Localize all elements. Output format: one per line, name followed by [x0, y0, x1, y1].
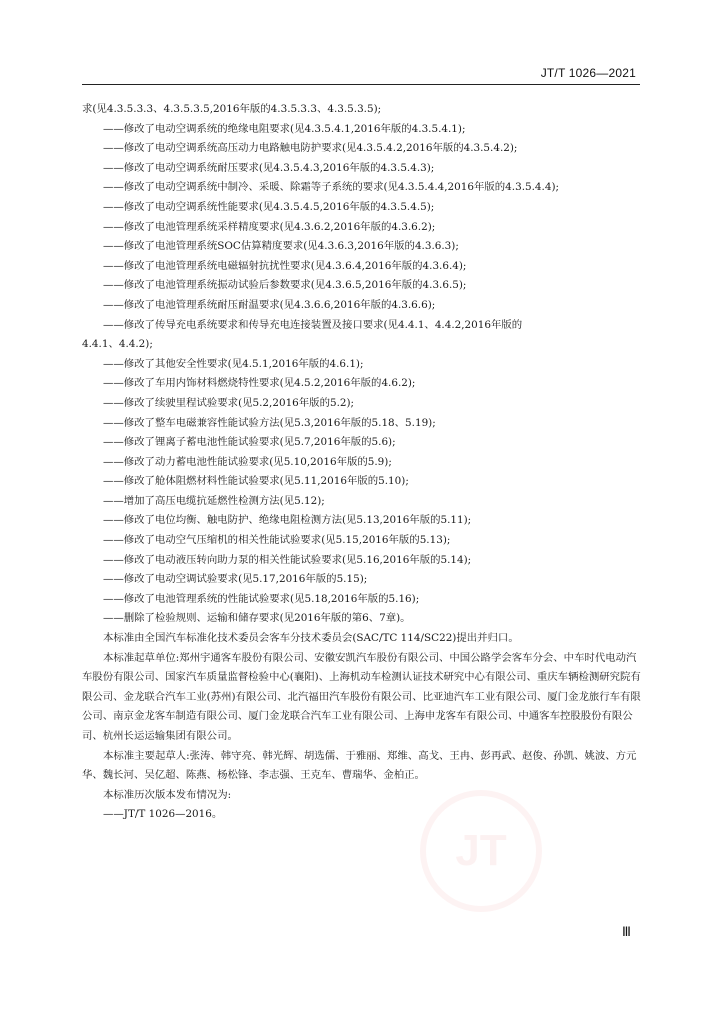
document-body [82, 100, 642, 825]
list-item: ——修改了传导充电系统要求和传导充电连接装置及接口要求(见4.4.1、4.4.2,2016年版的 [103, 318, 523, 331]
list-item: ——修改了电池管理系统SOC估算精度要求(见4.3.6.3,2016年版的4.3.6.3); [103, 240, 459, 253]
list-item: ——修改了电动空调试验要求(见5.17,2016年版的5.15); [103, 573, 368, 586]
watermark-text: JT [455, 826, 507, 875]
list-item: ——修改了电动空气压缩机的相关性能试验要求(见5.15,2016年版的5.13); [103, 534, 451, 547]
list-item: ——增加了高压电缆抗延燃性检测方法(见5.12); [103, 494, 325, 507]
list-item: ——修改了电池管理系统采样精度要求(见4.3.6.2,2016年版的4.3.6.2); [103, 220, 436, 233]
list-item: ——修改了电动空调系统中制冷、采暖、除霜等子系统的要求(见4.3.5.4.4,2016年版的4.3.5.4.4); [103, 181, 559, 194]
list-item: ——修改了电动空调系统高压动力电路触电防护要求(见4.3.5.4.2,2016年版的4.3.5.4.2); [103, 142, 518, 155]
list-item: ——修改了舱体阻燃材料性能试验要求(见5.11,2016年版的5.10); [103, 475, 409, 488]
list-item: ——修改了电池管理系统振动试验后参数要求(见4.3.6.5,2016年版的4.3.6.5); [103, 279, 467, 292]
history-heading: 本标准历次版本发布情况为: [103, 788, 232, 801]
list-item: ——修改了电池管理系统耐压耐温要求(见4.3.6.6,2016年版的4.3.6.6); [103, 298, 436, 311]
list-item: ——修改了其他安全性要求(见4.5.1,2016年版的4.6.1); [103, 357, 364, 370]
list-item: ——修改了续驶里程试验要求(见5.2,2016年版的5.2); [103, 396, 355, 409]
list-item: ——修改了电动空调系统的绝缘电阻要求(见4.3.5.4.1,2016年版的4.3.5.4.1); [103, 122, 466, 135]
list-item: ——修改了电动空调系统耐压要求(见4.3.5.4.3,2016年版的4.3.5.4.3); [103, 161, 435, 174]
list-item: ——修改了电位均衡、触电防护、绝缘电阻检测方法(见5.13,2016年版的5.11); [103, 514, 472, 527]
list-item: 4.4.1、4.4.2); [82, 338, 153, 351]
proposal-paragraph: 本标准由全国汽车标准化技术委员会客车分技术委员会(SAC/TC 114/SC22)提出并归口。 [103, 632, 519, 645]
standard-code: JT/T 1026—2021 [540, 66, 636, 80]
header-rule [82, 84, 640, 85]
list-item: ——修改了电池管理系统电磁辐射抗扰性要求(见4.3.6.4,2016年版的4.3.6.4); [103, 259, 467, 272]
page-number: Ⅲ [622, 924, 631, 939]
drafters-paragraph: 本标准主要起草人:张涛、韩守亮、韩光辉、胡选儒、于雅丽、郑维、高戈、王冉、彭再武、赵俊、孙凯、姚波、方元华、魏长河、吴亿超、陈燕、杨松锋、李志强、王克车、曹瑞华、金柏正。 [82, 749, 637, 782]
list-item: 求(见4.3.5.3.3、4.3.5.3.5,2016年版的4.3.5.3.3、4.3.5.3.5); [82, 103, 382, 115]
list-item: ——修改了电池管理系统的性能试验要求(见5.18,2016年版的5.16); [103, 592, 420, 605]
list-item: ——修改了电动空调系统性能要求(见4.3.5.4.5,2016年版的4.3.5.4.5); [103, 200, 435, 213]
list-item: ——修改了锂离子蓄电池性能试验要求(见5.7,2016年版的5.6); [103, 436, 396, 449]
list-item: ——删除了检验规则、运输和储存要求(见2016年版的第6、7章)。 [103, 612, 411, 625]
list-item: ——修改了车用内饰材料燃烧特性要求(见4.5.2,2016年版的4.6.2); [103, 377, 416, 390]
list-item: ——修改了整车电磁兼容性能试验方法(见5.3,2016年版的5.18、5.19); [103, 416, 436, 429]
history-item: ——JT/T 1026—2016。 [103, 808, 223, 821]
drafting-units-paragraph: 本标准起草单位:郑州宇通客车股份有限公司、安徽安凯汽车股份有限公司、中国公路学会客车分会、中车时代电动汽车股份有限公司、国家汽车质量监督检验中心(襄阳)、上海机动车检测认证技术研究中心有限公司、重庆车辆检测研究院有限公司、金龙联合汽车工业(苏州)有限公司、北汽福田汽车股份有限公司、比亚迪汽车工业有限公司、厦门金龙旅行车有限公司、南京金龙客车制造有限公司、厦门金龙联合汽车工业有限公司、上海申龙客车有限公司、中通客车控股股份有限公司、杭州长运运输集团有限公司。 [82, 651, 641, 742]
list-item: ——修改了动力蓄电池性能试验要求(见5.10,2016年版的5.9); [103, 455, 392, 468]
list-item: ——修改了电动液压转向助力泵的相关性能试验要求(见5.16,2016年版的5.14); [103, 553, 472, 566]
